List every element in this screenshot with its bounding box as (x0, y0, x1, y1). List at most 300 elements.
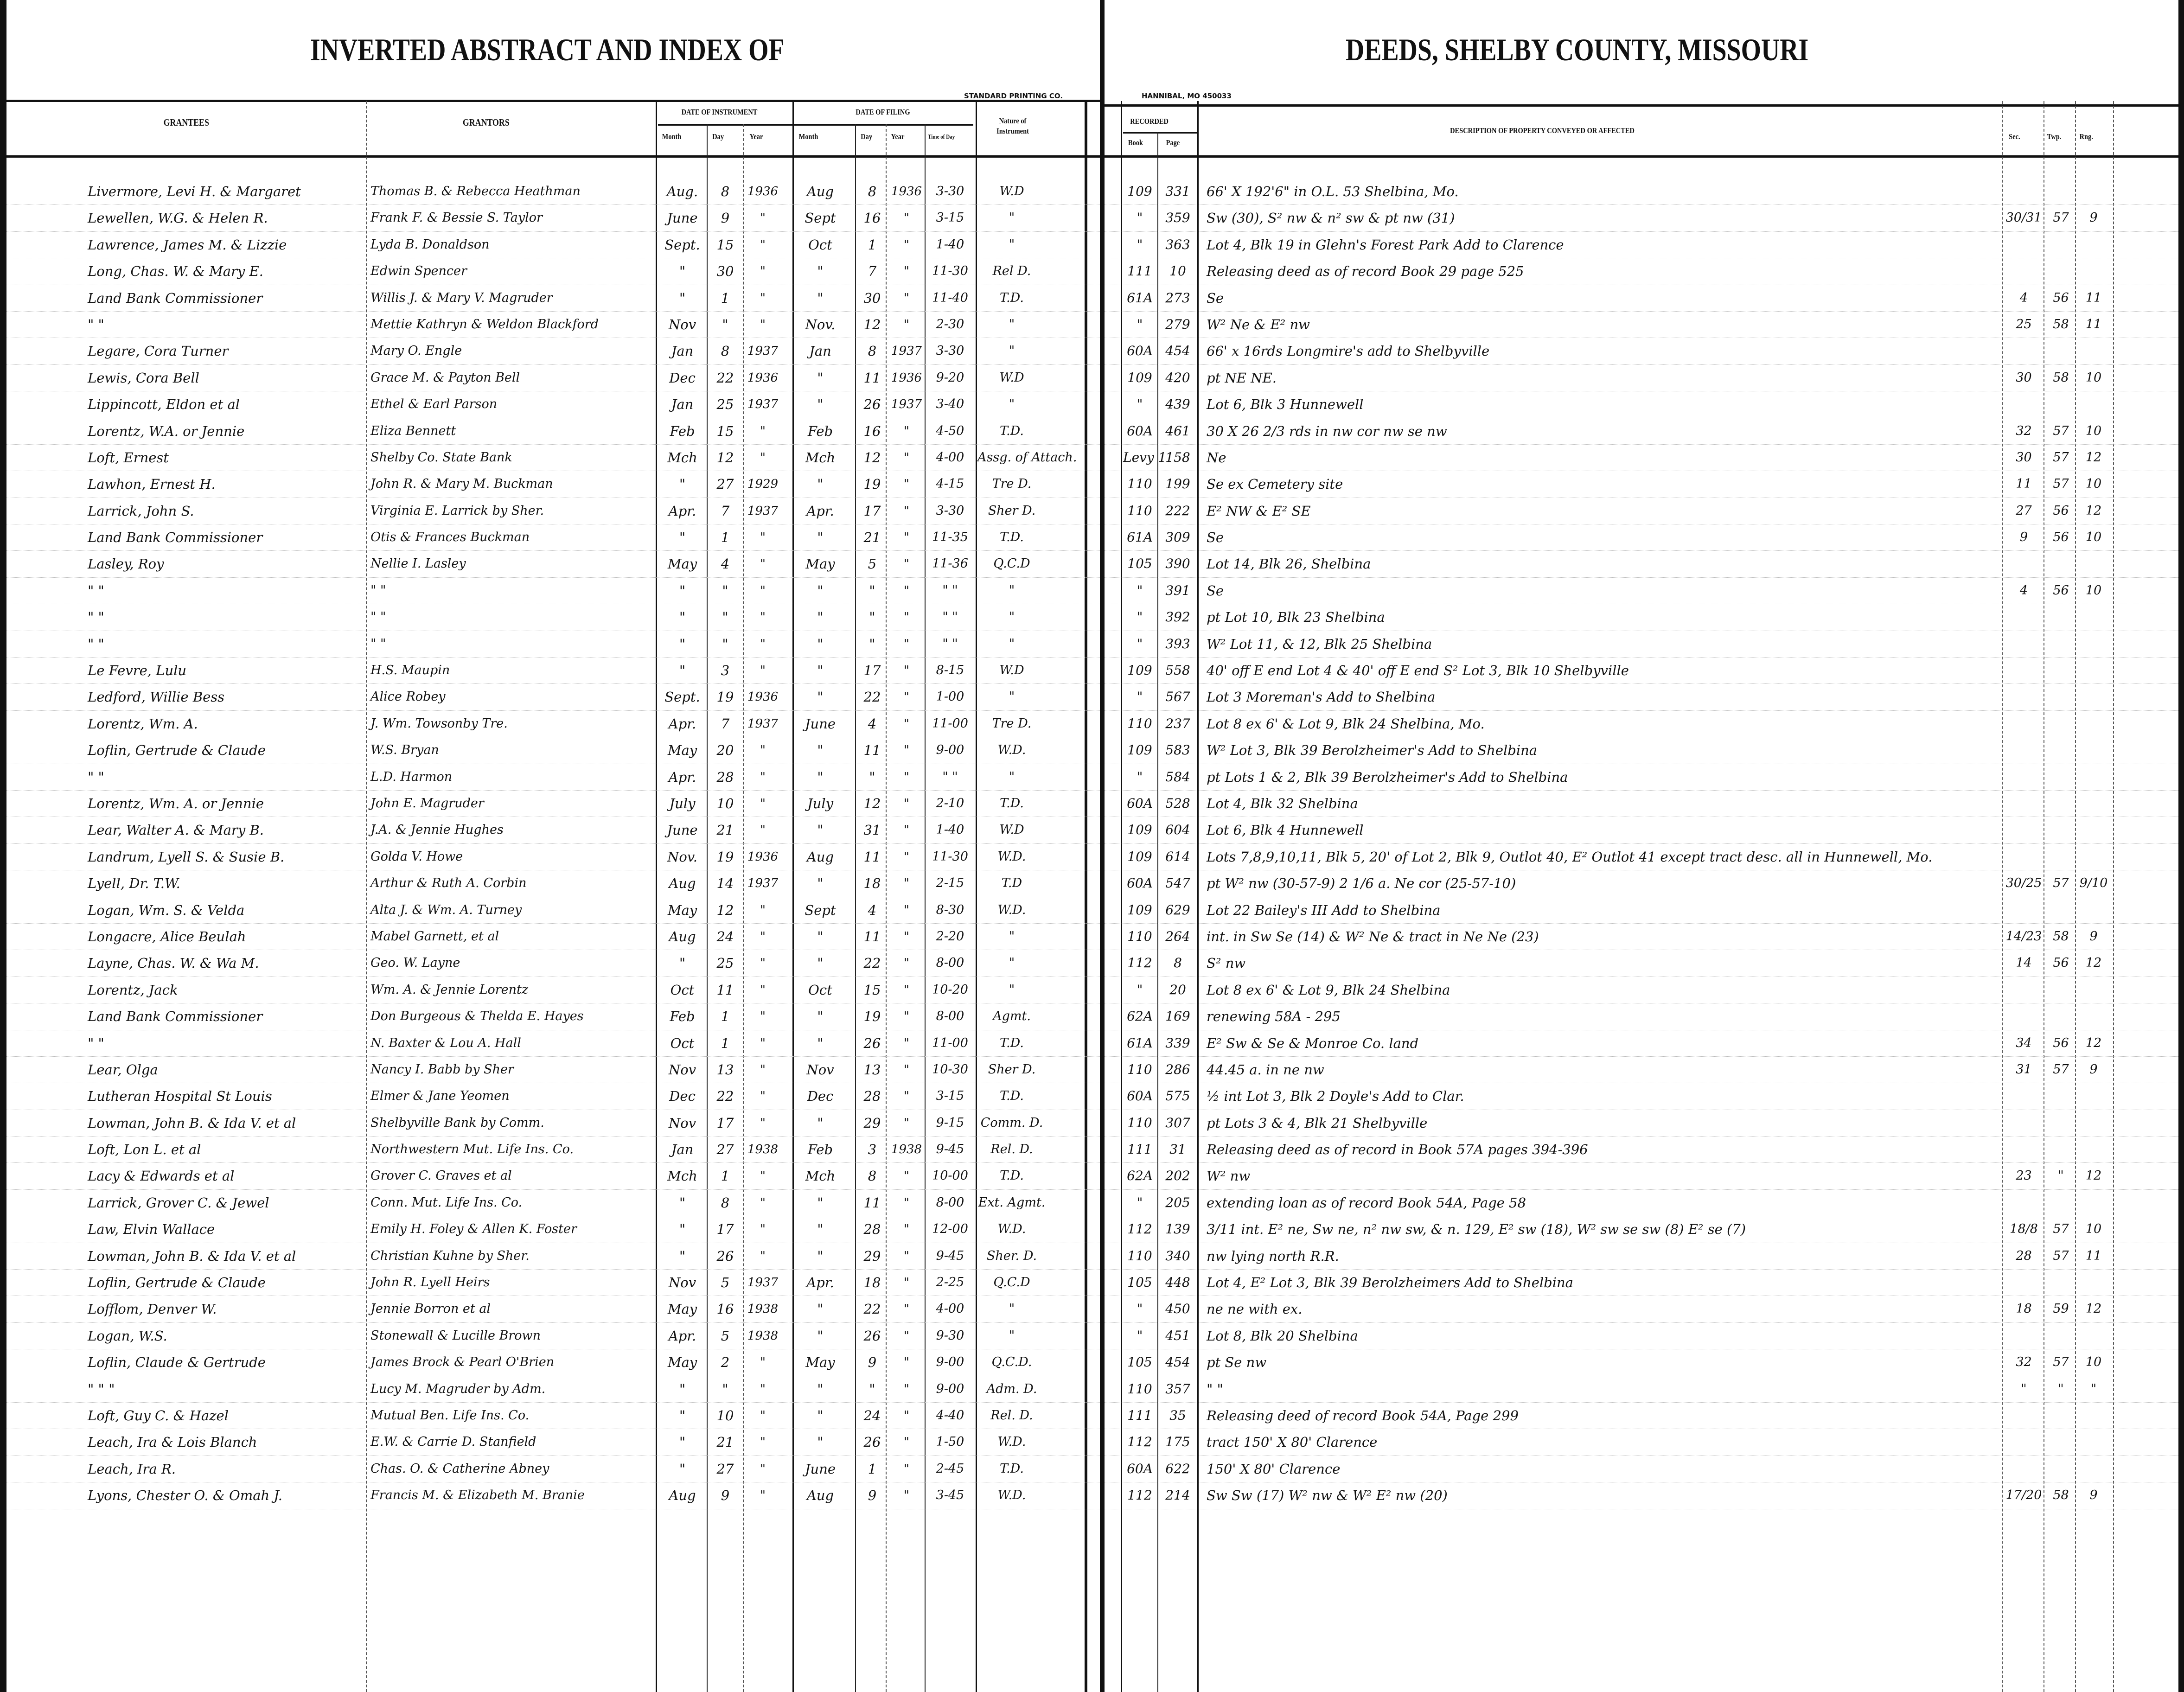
filing-year-cell: " (904, 823, 909, 837)
filing-month-cell: " (817, 928, 824, 945)
township-cell: 58 (2053, 370, 2069, 385)
nature-of-instrument-cell: " (1009, 956, 1015, 971)
time-of-day-cell: 8-15 (936, 663, 964, 678)
nature-of-instrument-cell: " (1009, 690, 1015, 704)
book-cell: " (1137, 636, 1143, 651)
filing-day-cell: 7 (868, 263, 877, 280)
filing-year-cell: " (904, 1062, 909, 1077)
filing-month-cell: " (817, 1009, 824, 1025)
page-cell: 528 (1165, 795, 1190, 811)
filing-day-cell: 1 (868, 1461, 877, 1477)
nature-of-instrument-cell: W.D. (997, 1435, 1026, 1449)
nature-of-instrument-cell: " (1009, 237, 1015, 252)
instrument-year-cell: " (760, 317, 766, 332)
filing-month-cell: Jan (809, 343, 831, 359)
instrument-month-cell: " (679, 663, 686, 679)
filing-day-cell: 30 (863, 290, 881, 306)
table-row (1105, 338, 2178, 364)
section-cell: 14/23 (2005, 929, 2042, 944)
section-cell: 32 (2016, 1355, 2032, 1370)
instrument-month-cell: Sept. (664, 689, 700, 705)
filing-year-cell: " (904, 1276, 909, 1290)
header-page: Page (1166, 138, 1180, 147)
table-row (1105, 1403, 2178, 1429)
header-filing-year: Year (891, 132, 905, 141)
grantor-cell: Willis J. & Mary V. Magruder (370, 290, 553, 305)
instrument-day-cell: 9 (721, 210, 730, 226)
instrument-month-cell: Aug (669, 1488, 696, 1504)
township-cell: 57 (2053, 1248, 2069, 1263)
header-time-of-day: Time of Day (928, 133, 955, 140)
page-cell: 279 (1165, 316, 1190, 332)
page-cell: 10 (1169, 263, 1186, 279)
filing-month-cell: July (807, 795, 833, 811)
filing-day-cell: 28 (863, 1088, 881, 1105)
description-cell: pt Lot 10, Blk 23 Shelbina (1207, 609, 1385, 626)
book-cell: 110 (1127, 1115, 1152, 1130)
instrument-day-cell: 10 (716, 795, 734, 811)
range-cell: 9 (2089, 929, 2098, 944)
right-page (1100, 0, 2184, 1692)
instrument-month-cell: Aug (669, 928, 696, 945)
instrument-month-cell: Mch (667, 1168, 697, 1184)
grantee-cell: Logan, W.S. (88, 1328, 167, 1344)
instrument-month-cell: " (679, 1221, 686, 1238)
section-cell: 25 (2016, 317, 2032, 332)
filing-month-cell: " (817, 1221, 824, 1238)
instrument-day-cell: 21 (716, 1434, 734, 1450)
time-of-day-cell: 3-40 (936, 397, 964, 412)
left-rows (6, 179, 1100, 1509)
filing-year-cell: " (904, 796, 909, 811)
book-cell: 112 (1127, 1434, 1152, 1450)
grantor-cell: J.A. & Jennie Hughes (370, 823, 504, 837)
grantor-cell: Conn. Mut. Life Ins. Co. (370, 1195, 523, 1210)
grantor-cell: N. Baxter & Lou A. Hall (370, 1035, 521, 1050)
book-cell: 111 (1127, 1407, 1152, 1423)
location-stamp: HANNIBAL, MO 450033 (1142, 92, 1232, 100)
table-row (1105, 924, 2178, 950)
page-cell: 558 (1165, 663, 1190, 678)
instrument-year-cell: 1938 (747, 1328, 779, 1343)
book-cell: " (1137, 236, 1143, 252)
instrument-day-cell: 5 (721, 1275, 730, 1291)
table-row (1105, 1376, 2178, 1403)
instrument-year-cell: " (760, 664, 766, 678)
book-cell: 109 (1127, 849, 1152, 864)
table-row (1105, 897, 2178, 924)
table-row (6, 232, 1100, 258)
nature-of-instrument-cell: W.D (999, 184, 1024, 198)
time-of-day-cell: 9-00 (936, 743, 964, 758)
table-row (6, 179, 1100, 205)
grantor-cell: Alice Robey (370, 690, 446, 704)
grantee-cell: Lyell, Dr. T.W. (88, 875, 180, 892)
nature-of-instrument-cell: Q.C.D (993, 556, 1030, 571)
table-row (1105, 258, 2178, 285)
instrument-year-cell: " (760, 1435, 766, 1449)
printer-stamp: STANDARD PRINTING CO. (964, 92, 1063, 100)
instrument-year-cell: " (760, 823, 766, 837)
filing-year-cell: " (904, 504, 909, 518)
description-cell: Se (1207, 290, 1224, 306)
page-cell: 567 (1165, 689, 1190, 705)
range-cell: 9 (2089, 1062, 2098, 1077)
filing-day-cell: 29 (863, 1248, 881, 1264)
time-of-day-cell: 12-00 (932, 1222, 968, 1237)
table-row (6, 338, 1100, 364)
description-cell: renewing 58A - 295 (1207, 1009, 1341, 1025)
instrument-month-cell: Dec (669, 1088, 696, 1105)
time-of-day-cell: 8-30 (936, 902, 964, 917)
instrument-day-cell: 5 (721, 1328, 730, 1344)
instrument-month-cell: " (679, 290, 686, 306)
time-of-day-cell: 1-40 (936, 823, 964, 837)
table-row (1105, 524, 2178, 551)
instrument-year-cell: " (760, 424, 766, 438)
grantor-cell: Mutual Ben. Life Ins. Co. (370, 1408, 530, 1423)
filing-year-cell: " (904, 291, 909, 305)
instrument-day-cell: 25 (716, 396, 734, 413)
instrument-month-cell: Mch (667, 449, 697, 466)
filing-year-cell: " (904, 424, 909, 438)
instrument-month-cell: " (679, 1461, 686, 1477)
instrument-year-cell: " (760, 583, 766, 598)
grantor-cell: Virginia E. Larrick by Sher. (370, 503, 544, 518)
description-cell: Lot 6, Blk 4 Hunnewell (1207, 822, 1364, 838)
filing-day-cell: 4 (868, 902, 877, 918)
description-cell: Sw Sw (17) W² nw & W² E² nw (20) (1207, 1488, 1448, 1504)
township-cell: " (2058, 1168, 2064, 1183)
time-of-day-cell: 4-00 (936, 450, 964, 465)
book-cell: " (1137, 609, 1143, 625)
grantee-cell: Lutheran Hospital St Louis (88, 1088, 272, 1105)
filing-year-cell: " (904, 1249, 909, 1263)
description-cell: Lot 4, Blk 19 in Glehn's Forest Park Add to Clarence (1207, 236, 1564, 253)
book-cell: 112 (1127, 1488, 1152, 1503)
section-cell: 4 (2019, 583, 2028, 598)
description-cell: 3/11 int. E² ne, Sw ne, n² nw sw, & n. 129, E² sw (18), W² sw se sw (8) E² se (7) (1207, 1221, 1746, 1238)
nature-of-instrument-cell: Agmt. (993, 1009, 1031, 1024)
grantor-cell: J. Wm. Towsonby Tre. (370, 716, 508, 731)
instrument-year-cell: " (760, 1195, 766, 1210)
filing-day-cell: 13 (863, 1061, 881, 1078)
filing-day-cell: " (869, 609, 875, 626)
filing-day-cell: 4 (868, 715, 877, 732)
header-description: DESCRIPTION OF PROPERTY CONVEYED OR AFFECTED (1450, 126, 1635, 135)
filing-day-cell: 8 (868, 1168, 877, 1184)
nature-of-instrument-cell: Tre D. (992, 477, 1032, 492)
filing-year-cell: " (904, 956, 909, 971)
description-cell: Lot 8 ex 6' & Lot 9, Blk 24 Shelbina, Mo. (1207, 715, 1485, 732)
time-of-day-cell: 3-15 (936, 211, 964, 225)
instrument-month-cell: Oct (670, 1035, 695, 1051)
nature-of-instrument-cell: Assg. of Attach. (977, 450, 1077, 465)
filing-month-cell: " (817, 1301, 824, 1317)
header-recorded: RECORDED (1130, 117, 1169, 126)
filing-month-cell: " (817, 263, 824, 280)
instrument-day-cell: 2 (721, 1354, 730, 1371)
table-row (6, 1057, 1100, 1083)
instrument-day-cell: 14 (716, 875, 734, 892)
book-cell: 60A (1127, 423, 1153, 439)
table-row (6, 418, 1100, 445)
filing-year-cell: " (904, 849, 909, 864)
table-row (6, 391, 1100, 418)
filing-year-cell: " (904, 1355, 909, 1370)
table-row (1105, 205, 2178, 231)
instrument-day-cell: 22 (716, 370, 734, 386)
instrument-year-cell: 1937 (747, 716, 779, 731)
filing-day-cell: 19 (863, 476, 881, 492)
description-cell: E² NW & E² SE (1207, 503, 1311, 519)
filing-day-cell: 22 (863, 955, 881, 971)
header-top-rule (6, 100, 1100, 102)
table-row (1105, 1137, 2178, 1163)
instrument-day-cell: " (722, 316, 728, 332)
time-of-day-cell: 4-40 (936, 1408, 964, 1423)
instrument-day-cell: 9 (721, 1488, 730, 1504)
description-cell: 40' off E end Lot 4 & 40' off E end S² Lot 3, Blk 10 Shelbyville (1207, 663, 1629, 679)
instrument-day-cell: 1 (721, 530, 730, 546)
filing-day-cell: 16 (863, 210, 881, 226)
instrument-day-cell: 1 (721, 1009, 730, 1025)
instrument-day-cell: 28 (716, 769, 734, 785)
instrument-year-cell: " (760, 237, 766, 252)
instrument-month-cell: Nov (668, 1061, 696, 1078)
filing-day-cell: 9 (868, 1488, 877, 1504)
filing-day-cell: 1 (868, 236, 877, 253)
table-row (1105, 1003, 2178, 1030)
grantor-cell: Northwestern Mut. Life Ins. Co. (370, 1142, 574, 1157)
section-cell: 11 (2016, 477, 2032, 492)
filing-year-cell: 1938 (891, 1143, 922, 1157)
filing-year-cell: " (904, 716, 909, 731)
page-cell: 31 (1169, 1142, 1186, 1157)
instrument-year-cell: 1936 (747, 690, 779, 704)
section-cell: 23 (2016, 1168, 2032, 1183)
instrument-month-cell: June (667, 822, 698, 838)
grantor-cell: Mary O. Engle (370, 344, 462, 358)
page-cell: 448 (1165, 1275, 1190, 1290)
table-row (1105, 445, 2178, 471)
table-row (6, 258, 1100, 285)
time-of-day-cell: 3-45 (936, 1488, 964, 1503)
township-cell: 57 (2053, 1062, 2069, 1077)
filing-year-cell: " (904, 743, 909, 758)
instrument-day-cell: 12 (716, 902, 734, 918)
instrument-month-cell: Jan (671, 1142, 694, 1158)
filing-month-cell: Apr. (806, 503, 834, 519)
filing-year-cell: " (904, 610, 909, 625)
filing-month-cell: " (817, 1115, 824, 1131)
filing-year-cell: " (904, 1328, 909, 1343)
grantor-cell: Grover C. Graves et al (370, 1168, 512, 1183)
instrument-month-cell: May (667, 1301, 697, 1317)
page-cell: 357 (1165, 1381, 1190, 1397)
grantee-cell: Lewis, Cora Bell (88, 370, 199, 386)
filing-year-cell: " (904, 903, 909, 917)
description-cell: Lot 6, Blk 3 Hunnewell (1207, 396, 1364, 413)
township-cell: 57 (2053, 423, 2069, 438)
instrument-day-cell: 20 (716, 742, 734, 759)
nature-of-instrument-cell: " (1009, 1328, 1015, 1343)
filing-year-cell: " (904, 1488, 909, 1503)
grantee-cell: Loft, Lon L. et al (88, 1142, 201, 1158)
instrument-month-cell: Nov (668, 1275, 696, 1291)
filing-year-cell: " (904, 690, 909, 704)
book-cell: Levy 1 (1123, 449, 1167, 465)
description-cell: nw lying north R.R. (1207, 1248, 1339, 1264)
filing-month-cell: " (817, 370, 824, 386)
grantor-cell: E.W. & Carrie D. Stanfield (370, 1435, 536, 1449)
filing-month-cell: Aug (806, 1488, 834, 1504)
range-cell: 10 (2085, 1222, 2102, 1237)
range-cell: 10 (2085, 370, 2102, 385)
description-cell: Lot 3 Moreman's Add to Shelbina (1207, 689, 1436, 705)
instrument-day-cell: 16 (716, 1301, 734, 1317)
section-cell: 30 (2016, 450, 2032, 465)
nature-of-instrument-cell: " (1009, 397, 1015, 412)
book-cell: " (1137, 1301, 1143, 1317)
time-of-day-cell: 3-15 (936, 1089, 964, 1104)
filing-year-cell: " (904, 1462, 909, 1476)
filing-day-cell: 3 (868, 1142, 877, 1158)
instrument-month-cell: Nov (668, 316, 696, 332)
nature-of-instrument-cell: Adm. D. (986, 1381, 1037, 1396)
description-cell: Se (1207, 582, 1224, 599)
time-of-day-cell: 10-30 (932, 1062, 968, 1077)
grantor-cell: Geo. W. Layne (370, 956, 460, 971)
time-of-day-cell: 3-30 (936, 503, 964, 518)
township-cell: 58 (2053, 1488, 2069, 1503)
instrument-month-cell: " (679, 1407, 686, 1424)
instrument-day-cell: 27 (716, 1142, 734, 1158)
description-cell: pt W² nw (30-57-9) 2 1/6 a. Ne cor (25-57-10) (1207, 875, 1516, 892)
time-of-day-cell: 8-00 (936, 1009, 964, 1024)
description-cell: W² Lot 11, & 12, Blk 25 Shelbina (1207, 636, 1432, 652)
table-row (6, 870, 1100, 897)
grantee-cell: Longacre, Alice Beulah (88, 928, 246, 945)
range-cell: 12 (2085, 1035, 2102, 1050)
description-cell: pt Lots 3 & 4, Blk 21 Shelbyville (1207, 1115, 1428, 1131)
time-of-day-cell: 1-50 (936, 1435, 964, 1449)
instrument-day-cell: 13 (716, 1061, 734, 1078)
page-cell: 454 (1165, 1354, 1190, 1370)
township-cell: 57 (2053, 450, 2069, 465)
time-of-day-cell: 8-00 (936, 956, 964, 971)
instrument-month-cell: Apr. (668, 503, 696, 519)
grantee-cell: Lewellen, W.G. & Helen R. (88, 210, 268, 226)
table-row (1105, 391, 2178, 418)
instrument-year-cell: 1936 (747, 849, 779, 864)
grantee-cell: Lippincott, Eldon et al (88, 396, 240, 413)
table-row (6, 897, 1100, 924)
filing-month-cell: " (817, 1194, 824, 1211)
nature-of-instrument-cell: T.D. (1000, 1035, 1024, 1050)
instrument-year-cell: 1937 (747, 1276, 779, 1290)
header-book: Book (1128, 138, 1143, 147)
grantor-cell: John R. Lyell Heirs (370, 1275, 490, 1290)
section-cell: 30/25 (2005, 876, 2042, 891)
grantor-cell: Golda V. Howe (370, 849, 463, 864)
grantee-cell: Lorentz, W.A. or Jennie (88, 423, 245, 439)
time-of-day-cell: 9-45 (936, 1142, 964, 1157)
grantee-cell: Loflin, Gertrude & Claude (88, 742, 266, 759)
page-cell: 393 (1165, 636, 1190, 651)
grantee-cell: Lowman, John B. & Ida V. et al (88, 1248, 296, 1264)
instrument-month-cell: July (669, 795, 696, 811)
page-cell: 222 (1165, 503, 1190, 518)
grantor-cell: Arthur & Ruth A. Corbin (370, 876, 527, 891)
table-row (1105, 285, 2178, 312)
filing-month-cell: " (817, 769, 824, 785)
book-cell: 110 (1127, 503, 1152, 518)
instrument-year-cell: " (760, 1462, 766, 1476)
book-cell: 112 (1127, 1221, 1152, 1237)
grantor-cell: Chas. O. & Catherine Abney (370, 1461, 549, 1476)
table-row (6, 1216, 1100, 1243)
nature-of-instrument-cell: Comm. D. (980, 1115, 1043, 1130)
grantee-cell: " " (88, 636, 104, 652)
nature-of-instrument-cell: W.D. (997, 902, 1026, 917)
section-cell: 17/20 (2005, 1488, 2042, 1503)
header-date-of-filing: DATE OF FILING (856, 108, 910, 116)
grantee-cell: Lofflom, Denver W. (88, 1301, 217, 1317)
instrument-month-cell: " (679, 263, 686, 280)
filing-year-cell: " (904, 477, 909, 492)
instrument-day-cell: 1 (721, 290, 730, 306)
table-row (6, 551, 1100, 577)
instrument-day-cell: 15 (716, 236, 734, 253)
filing-month-cell: June (805, 1461, 836, 1477)
header-top-rule (1105, 104, 2178, 107)
instrument-month-cell: " (679, 582, 686, 599)
filing-year-cell: " (904, 770, 909, 784)
table-row (6, 950, 1100, 977)
filing-year-cell: " (904, 1408, 909, 1423)
table-row (1105, 764, 2178, 791)
grantee-cell: Land Bank Commissioner (88, 530, 263, 546)
nature-of-instrument-cell: Rel D. (992, 264, 1031, 279)
page-cell: 392 (1165, 609, 1190, 625)
instrument-month-cell: Apr. (668, 1328, 696, 1344)
page-cell: 286 (1165, 1061, 1190, 1077)
filing-month-cell: " (817, 1328, 824, 1344)
section-cell: 18 (2016, 1302, 2032, 1316)
township-cell: 57 (2053, 1355, 2069, 1370)
filing-month-cell: " (817, 663, 824, 679)
page-cell: 20 (1169, 982, 1186, 997)
township-cell: 56 (2053, 956, 2069, 971)
filing-year-cell: " (904, 1009, 909, 1024)
grantee-cell: Loflin, Claude & Gertrude (88, 1354, 266, 1371)
book-cell: 60A (1127, 875, 1153, 891)
description-cell: pt Se nw (1207, 1354, 1267, 1371)
section-cell: 30/31 (2005, 211, 2042, 225)
page-cell: 8 (1174, 955, 1182, 971)
instrument-month-cell: " (679, 955, 686, 971)
range-cell: 10 (2085, 423, 2102, 438)
description-cell: pt Lots 1 & 2, Blk 39 Berolzheimer's Add to Shelbina (1207, 769, 1568, 785)
time-of-day-cell: " " (942, 610, 958, 625)
grantor-cell: Elmer & Jane Yeomen (370, 1089, 510, 1104)
instrument-month-cell: " (679, 1248, 686, 1264)
table-row (1105, 1270, 2178, 1296)
filing-month-cell: " (817, 1248, 824, 1264)
page-cell: 622 (1165, 1461, 1190, 1476)
book-cell: 109 (1127, 370, 1152, 385)
